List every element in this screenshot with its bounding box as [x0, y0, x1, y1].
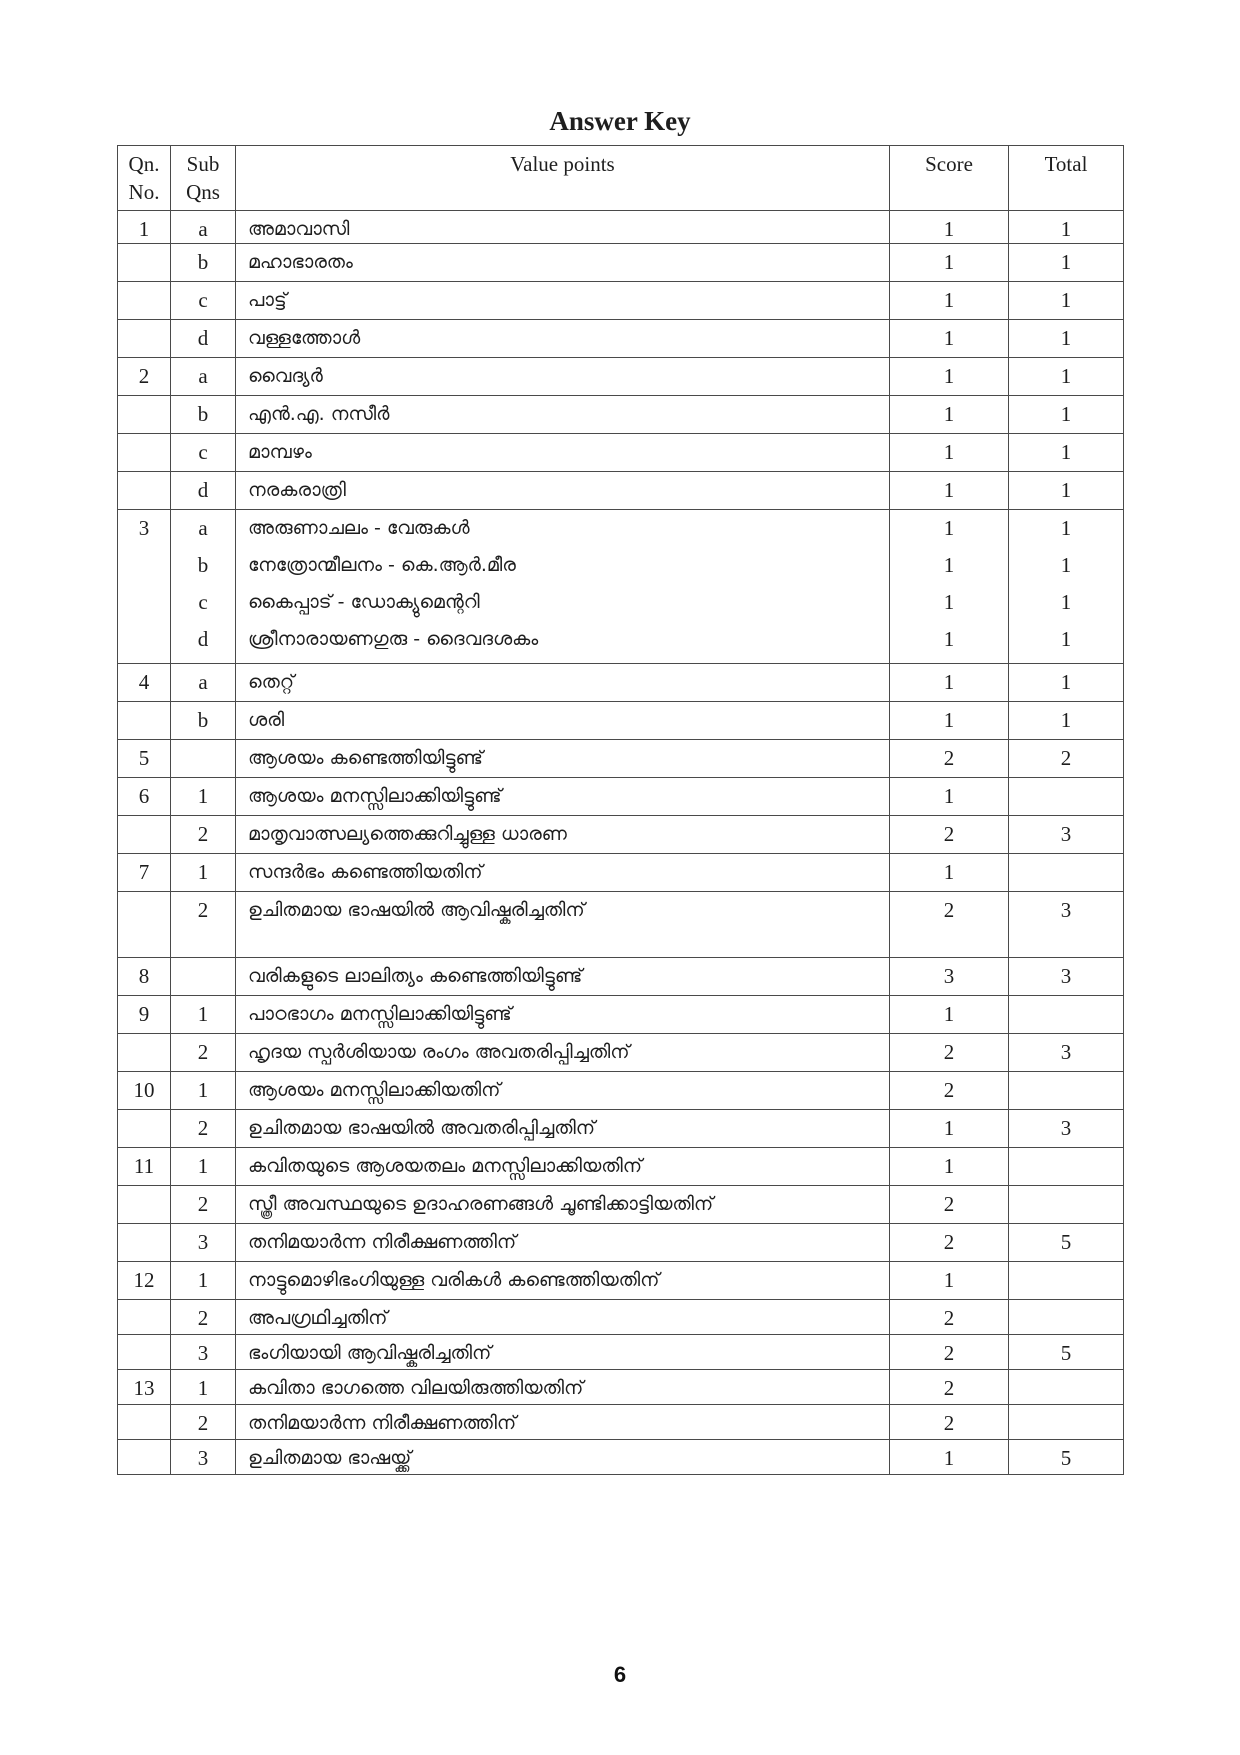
score-cell: 2 [890, 892, 1009, 958]
total-cell [1009, 1300, 1124, 1335]
qn-cell [118, 434, 171, 472]
sub-cell [171, 740, 236, 778]
total-cell-line: 1 [1060, 516, 1072, 540]
table-row [118, 282, 1124, 320]
value-point-cell: കവിതയുടെ ആശയതലം മനസ്സിലാക്കിയതിന് [236, 1148, 890, 1186]
score-cell: 2 [890, 1072, 1009, 1110]
sub-cell: 1 [171, 1262, 236, 1300]
total-cell: 1 [1009, 702, 1124, 740]
total-cell: 5 [1009, 1440, 1124, 1475]
qn-cell: 3 [118, 510, 171, 664]
score-cell: 1 [890, 320, 1009, 358]
qn-cell [118, 1405, 171, 1440]
value-point-cell: എൻ.എ. നസീർ [236, 396, 890, 434]
total-cell: 1 [1009, 434, 1124, 472]
total-cell: 1 [1009, 358, 1124, 396]
total-cell: 1 [1009, 211, 1124, 244]
value-point-cell: പാട്ട് [236, 282, 890, 320]
sub-cell: a [171, 211, 236, 244]
qn-cell: 7 [118, 854, 171, 892]
total-cell: 1 [1009, 282, 1124, 320]
table-row [118, 434, 1124, 472]
value-point-cell: ആശയം കണ്ടെത്തിയിട്ടുണ്ട് [236, 740, 890, 778]
table-row [118, 778, 1124, 816]
qn-cell: 2 [118, 358, 171, 396]
sub-cell: a [171, 358, 236, 396]
total-cell [1009, 1262, 1124, 1300]
total-cell [1009, 778, 1124, 816]
value-point-cell: തനിമയാർന്ന നിരീക്ഷണത്തിന് [236, 1405, 890, 1440]
score-cell: 2 [890, 816, 1009, 854]
value-point-cell: ആശയം മനസ്സിലാക്കിയതിന് [236, 1072, 890, 1110]
header-row [118, 146, 1124, 211]
score-cell: 1 [890, 211, 1009, 244]
qn-cell [118, 396, 171, 434]
total-cell: 2 [1009, 740, 1124, 778]
total-cell: 1 [1009, 396, 1124, 434]
value-point-cell: ഉചിതമായ ഭാഷയിൽ അവതരിപ്പിച്ചതിന് [236, 1110, 890, 1148]
total-cell: 5 [1009, 1335, 1124, 1370]
sub-cell: 2 [171, 1300, 236, 1335]
total-cell: 3 [1009, 1110, 1124, 1148]
sub-cell-line: b [197, 553, 209, 577]
table-row [118, 854, 1124, 892]
value-point-cell: വള്ളത്തോൾ [236, 320, 890, 358]
sub-cell: 3 [171, 1440, 236, 1475]
sub-cell: c [171, 434, 236, 472]
qn-cell [118, 472, 171, 510]
sub-cell: 1 [171, 996, 236, 1034]
sub-cell: d [171, 472, 236, 510]
value-point-cell: തനിമയാർന്ന നിരീക്ഷണത്തിന് [236, 1224, 890, 1262]
total-cell [1009, 1148, 1124, 1186]
table-row [118, 958, 1124, 996]
score-cell: 2 [890, 1034, 1009, 1072]
sub-cell: 1 [171, 854, 236, 892]
table-row [118, 816, 1124, 854]
total-cell-line: 1 [1060, 627, 1072, 651]
value-point-cell: സ്ത്രീ അവസ്ഥയുടെ ഉദാഹരണങ്ങൾ ചൂണ്ടിക്കാട്ടിയതിന് [236, 1186, 890, 1224]
value-point-cell: ഉചിതമായ ഭാഷയിൽ ആവിഷ്കരിച്ചതിന് [236, 892, 890, 958]
header-qn-no [118, 146, 171, 211]
score-cell: 2 [890, 1300, 1009, 1335]
score-cell: 1 [890, 282, 1009, 320]
qn-cell: 5 [118, 740, 171, 778]
header-value-points: Value points [236, 146, 890, 211]
score-cell: 1 [890, 396, 1009, 434]
sub-cell: 3 [171, 1335, 236, 1370]
sub-cell: 2 [171, 1405, 236, 1440]
qn-cell: 1 [118, 211, 171, 244]
qn-cell [118, 282, 171, 320]
score-cell: 1 [890, 702, 1009, 740]
value-point-cell: ആശയം മനസ്സിലാക്കിയിട്ടുണ്ട് [236, 778, 890, 816]
value-point-cell: അമാവാസി [236, 211, 890, 244]
table-row [118, 1405, 1124, 1440]
score-cell: 1 [890, 1262, 1009, 1300]
score-cell: 1 [890, 1110, 1009, 1148]
value-point-cell: വൈദ്യർ [236, 358, 890, 396]
value-point-cell-line: അരുണാചലം - വേരുകൾ [248, 517, 470, 539]
value-point-cell: സന്ദർഭം കണ്ടെത്തിയതിന് [236, 854, 890, 892]
sub-cell [171, 510, 236, 664]
qn-cell: 11 [118, 1148, 171, 1186]
value-point-cell: ഭംഗിയായി ആവിഷ്കരിച്ചതിന് [236, 1335, 890, 1370]
total-cell [1009, 1072, 1124, 1110]
sub-cell: 2 [171, 892, 236, 958]
score-cell: 1 [890, 1148, 1009, 1186]
qn-cell: 9 [118, 996, 171, 1034]
qn-cell [118, 1440, 171, 1475]
sub-cell: 2 [171, 1186, 236, 1224]
total-cell [1009, 854, 1124, 892]
header-qn-line1: Qn. [128, 152, 160, 176]
sub-cell: 1 [171, 1370, 236, 1405]
value-point-cell [236, 510, 890, 664]
qn-cell [118, 1034, 171, 1072]
page-title: Answer Key [549, 106, 691, 136]
page-number: 6 [613, 1662, 627, 1687]
value-point-cell: മാതൃവാത്സല്യത്തെക്കുറിച്ചുള്ള ധാരണ [236, 816, 890, 854]
score-cell-line: 1 [943, 590, 955, 614]
score-cell: 2 [890, 1370, 1009, 1405]
value-point-cell-line: ശ്രീനാരായണഗുരു - ദൈവദശകം [248, 628, 539, 650]
table-row [118, 1440, 1124, 1475]
table-row [118, 1034, 1124, 1072]
qn-cell [118, 244, 171, 282]
header-sub-line2: Qns [186, 180, 220, 204]
total-cell: 3 [1009, 892, 1124, 958]
score-cell: 2 [890, 740, 1009, 778]
score-cell: 1 [890, 1440, 1009, 1475]
qn-cell [118, 892, 171, 958]
qn-cell: 4 [118, 664, 171, 702]
score-cell: 2 [890, 1186, 1009, 1224]
table-row [118, 1370, 1124, 1405]
sub-cell: c [171, 282, 236, 320]
header-total: Total [1009, 146, 1124, 211]
score-cell-line: 1 [943, 516, 955, 540]
total-cell [1009, 996, 1124, 1034]
score-cell: 1 [890, 358, 1009, 396]
score-cell-line: 1 [943, 553, 955, 577]
score-cell: 2 [890, 1405, 1009, 1440]
sub-cell: b [171, 702, 236, 740]
table-row [118, 472, 1124, 510]
total-cell-line: 1 [1060, 553, 1072, 577]
sub-cell-line: a [198, 516, 208, 540]
score-cell: 1 [890, 778, 1009, 816]
value-point-cell: നരകരാത്രി [236, 472, 890, 510]
table-row [118, 1148, 1124, 1186]
value-point-cell: മാമ്പഴം [236, 434, 890, 472]
header-score: Score [890, 146, 1009, 211]
qn-cell: 13 [118, 1370, 171, 1405]
header-qn-line2: No. [128, 180, 160, 204]
qn-cell [118, 1186, 171, 1224]
qn-cell [118, 1224, 171, 1262]
total-cell: 1 [1009, 472, 1124, 510]
table-row [118, 1262, 1124, 1300]
score-cell-line: 1 [943, 627, 955, 651]
table-row [118, 396, 1124, 434]
value-point-cell-line: കൈപ്പാട് - ഡോക്യുമെന്ററി [248, 591, 480, 613]
table-row [118, 1335, 1124, 1370]
table-row [118, 1072, 1124, 1110]
qn-cell: 12 [118, 1262, 171, 1300]
table-row [118, 1300, 1124, 1335]
total-cell: 3 [1009, 1034, 1124, 1072]
sub-cell: 3 [171, 1224, 236, 1262]
sub-cell: d [171, 320, 236, 358]
table-row [118, 320, 1124, 358]
score-cell: 2 [890, 1335, 1009, 1370]
table-row [118, 664, 1124, 702]
qn-cell [118, 1300, 171, 1335]
header-sub-line1: Sub [186, 152, 220, 176]
value-point-cell: മഹാഭാരതം [236, 244, 890, 282]
value-point-cell: വരികളുടെ ലാലിത്യം കണ്ടെത്തിയിട്ടുണ്ട് [236, 958, 890, 996]
total-cell [1009, 1370, 1124, 1405]
sub-cell: b [171, 244, 236, 282]
table-row [118, 244, 1124, 282]
sub-cell: 1 [171, 778, 236, 816]
score-cell: 1 [890, 434, 1009, 472]
sub-cell: 1 [171, 1148, 236, 1186]
sub-cell: 2 [171, 1034, 236, 1072]
sub-cell-line: d [197, 627, 209, 651]
qn-cell: 8 [118, 958, 171, 996]
qn-cell [118, 816, 171, 854]
sub-cell: b [171, 396, 236, 434]
qn-cell: 6 [118, 778, 171, 816]
value-point-cell: അപഗ്രഥിച്ചതിന് [236, 1300, 890, 1335]
table-row [118, 211, 1124, 244]
score-cell: 1 [890, 854, 1009, 892]
table-row [118, 1110, 1124, 1148]
total-cell [1009, 1186, 1124, 1224]
table-header [118, 146, 1124, 211]
sub-cell: a [171, 664, 236, 702]
table-row [118, 740, 1124, 778]
total-cell [1009, 510, 1124, 664]
table-row [118, 1186, 1124, 1224]
sub-cell: 1 [171, 1072, 236, 1110]
total-cell: 3 [1009, 816, 1124, 854]
value-point-cell: നാട്ടുമൊഴിഭംഗിയുള്ള വരികൾ കണ്ടെത്തിയതിന് [236, 1262, 890, 1300]
total-cell-line: 1 [1060, 590, 1072, 614]
score-cell [890, 510, 1009, 664]
table-row [118, 1224, 1124, 1262]
score-cell: 1 [890, 472, 1009, 510]
score-cell: 1 [890, 664, 1009, 702]
qn-cell [118, 320, 171, 358]
table-body [118, 211, 1124, 1475]
table-row [118, 358, 1124, 396]
value-point-cell-line: നേത്രോന്മീലനം - കെ.ആർ.മീര [248, 554, 516, 576]
value-point-cell: തെറ്റ് [236, 664, 890, 702]
total-cell: 5 [1009, 1224, 1124, 1262]
total-cell: 3 [1009, 958, 1124, 996]
sub-cell: 2 [171, 1110, 236, 1148]
qn-cell [118, 702, 171, 740]
value-point-cell: പാഠഭാഗം മനസ്സിലാക്കിയിട്ടുണ്ട് [236, 996, 890, 1034]
score-cell: 2 [890, 1224, 1009, 1262]
value-point-cell: ഹൃദയ സ്പർശിയായ രംഗം അവതരിപ്പിച്ചതിന് [236, 1034, 890, 1072]
qn-cell [118, 1110, 171, 1148]
qn-cell [118, 1335, 171, 1370]
total-cell: 1 [1009, 244, 1124, 282]
table-row [118, 702, 1124, 740]
sub-cell [171, 958, 236, 996]
value-point-cell: ഉചിതമായ ഭാഷയ്ക്ക് [236, 1440, 890, 1475]
value-point-cell: കവിതാ ഭാഗത്തെ വിലയിരുത്തിയതിന് [236, 1370, 890, 1405]
sub-cell-line: c [198, 590, 208, 614]
table-row [118, 510, 1124, 664]
total-cell [1009, 1405, 1124, 1440]
qn-cell: 10 [118, 1072, 171, 1110]
sub-cell: 2 [171, 816, 236, 854]
total-cell: 1 [1009, 664, 1124, 702]
score-cell: 3 [890, 958, 1009, 996]
total-cell: 1 [1009, 320, 1124, 358]
header-sub-qns [171, 146, 236, 211]
answer-key-table [117, 145, 1124, 1475]
table-row [118, 892, 1124, 958]
score-cell: 1 [890, 244, 1009, 282]
value-point-cell: ശരി [236, 702, 890, 740]
score-cell: 1 [890, 996, 1009, 1034]
table-row [118, 996, 1124, 1034]
